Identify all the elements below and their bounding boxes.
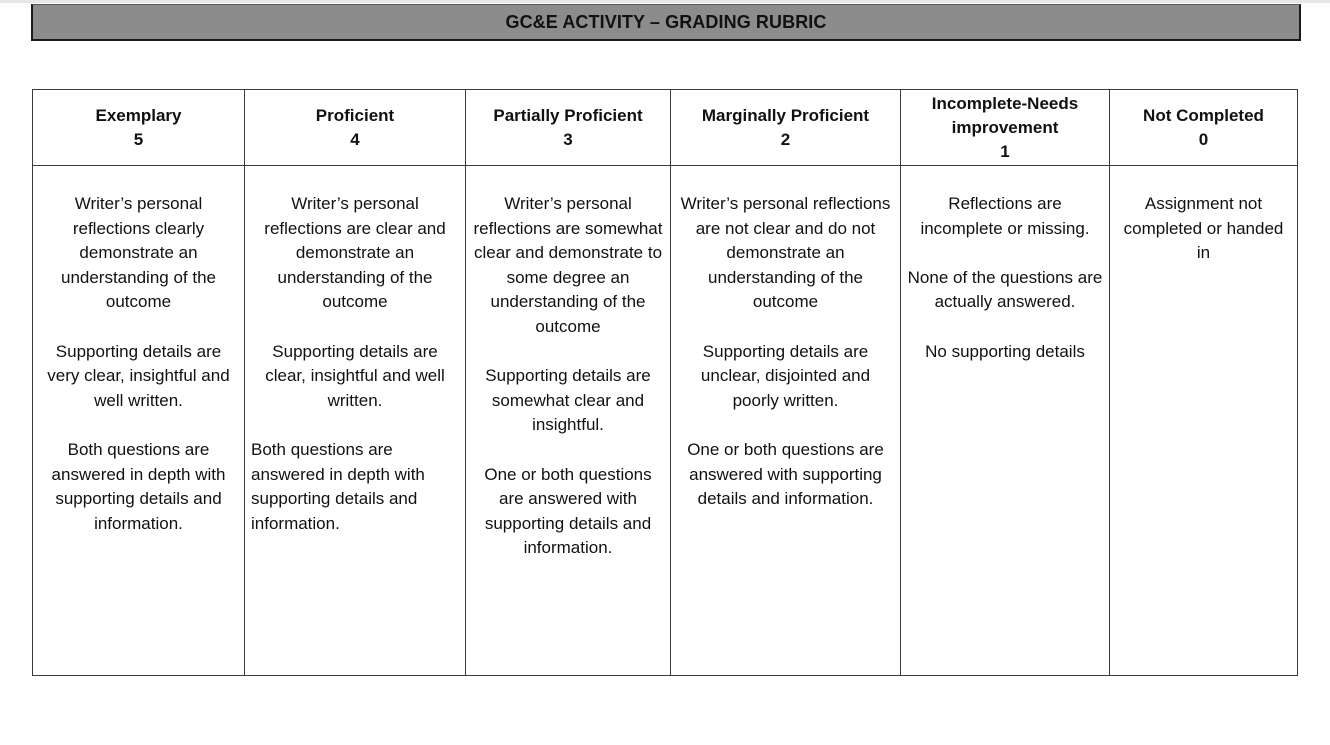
criteria-paragraph: None of the questions are actually answered. [907, 267, 1103, 312]
criteria-paragraph: Both questions are answered in depth with supporting details and information. [251, 439, 425, 533]
header-partially-proficient [466, 90, 671, 166]
page-top-edge [0, 0, 1330, 3]
criteria-incomplete [901, 166, 1110, 676]
criteria-paragraph: One or both questions are answered with supporting details and information. [484, 464, 652, 558]
grading-rubric-table [32, 89, 1298, 676]
level-score: 2 [780, 129, 791, 149]
level-score: 5 [133, 129, 144, 149]
criteria-not-completed [1110, 166, 1298, 676]
criteria-paragraph: One or both questions are answered with supporting details and information. [687, 439, 884, 509]
level-title: Proficient [315, 105, 395, 125]
criteria-marginally-proficient [671, 166, 901, 676]
level-title: Marginally Proficient [701, 105, 870, 125]
level-title: Exemplary [95, 105, 182, 125]
criteria-paragraph: Writer’s personal reflections are somewhat clear and demonstrate to some degree an understanding of the outcome [473, 194, 663, 336]
rubric-header-row [33, 90, 1298, 166]
rubric-title-bar [31, 4, 1301, 41]
criteria-paragraph: Supporting details are unclear, disjointed and poorly written. [700, 341, 871, 410]
level-score: 4 [350, 129, 360, 149]
level-title: Partially Proficient [493, 105, 643, 125]
criteria-paragraph: Writer’s personal reflections clearly demonstrate an understanding of the outcome [60, 194, 216, 312]
criteria-paragraph: No supporting details [925, 341, 1085, 361]
level-score: 3 [563, 129, 573, 149]
criteria-paragraph: Supporting details are very clear, insightful and well written. [47, 341, 230, 410]
level-title: Not Completed [1143, 105, 1264, 125]
criteria-proficient [245, 166, 466, 676]
header-proficient [245, 90, 466, 166]
level-score: 0 [1198, 129, 1209, 149]
level-title: Incomplete-Needs improvement [931, 93, 1079, 137]
criteria-exemplary [33, 166, 245, 676]
criteria-paragraph: Assignment not completed or handed in [1123, 194, 1284, 263]
header-marginally-proficient [671, 90, 901, 166]
criteria-paragraph: Reflections are incomplete or missing. [920, 194, 1090, 238]
criteria-paragraph: Supporting details are somewhat clear and insightful. [485, 366, 651, 435]
header-incomplete [901, 90, 1110, 166]
header-exemplary [33, 90, 245, 166]
criteria-paragraph: Writer’s personal reflections are clear and demonstrate an understanding of the outcome [264, 194, 446, 312]
page-title: GC&E ACTIVITY – GRADING RUBRIC [505, 11, 827, 32]
header-not-completed [1110, 90, 1298, 166]
criteria-partially-proficient [466, 166, 671, 676]
rubric-criteria-row [33, 166, 1298, 676]
criteria-paragraph: Writer’s personal reflections are not clear and do not demonstrate an understanding of the outcome [680, 194, 891, 312]
level-score: 1 [1000, 141, 1010, 161]
criteria-paragraph: Supporting details are clear, insightful and well written. [265, 341, 445, 410]
criteria-paragraph: Both questions are answered in depth with supporting details and information. [51, 439, 226, 533]
